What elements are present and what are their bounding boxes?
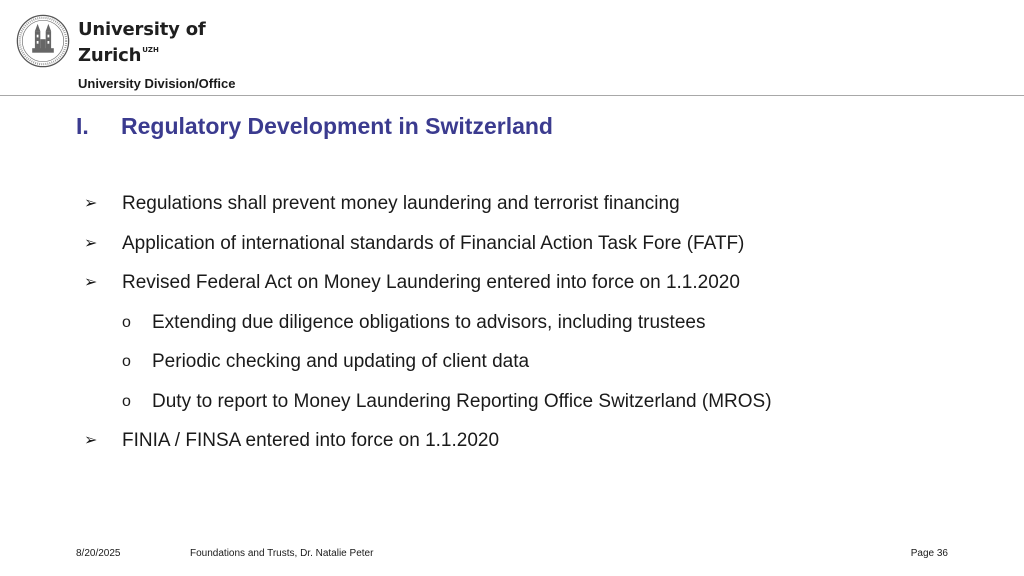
circle-bullet-icon: o (122, 353, 131, 370)
sub-bullet-item (0, 303, 1024, 343)
bullet-text: Regulations shall prevent money laundering and terrorist financing (122, 193, 680, 214)
slide-title-number: I. (76, 113, 89, 139)
arrow-bullet-icon: ➢ (84, 234, 98, 252)
footer-author: Foundations and Trusts, Dr. Natalie Peter (190, 548, 374, 559)
bullet-text: Revised Federal Act on Money Laundering entered into force on 1.1.2020 (122, 272, 740, 293)
circle-bullet-icon: o (122, 313, 131, 331)
footer-page-number: Page 36 (910, 548, 948, 559)
sub-bullet-text: Periodic checking and updating of client data (152, 351, 530, 372)
header-divider (0, 95, 1024, 96)
bullet-item (0, 421, 1024, 461)
university-wordmark (78, 20, 206, 66)
slide-title-text: Regulatory Development in Switzerland (121, 113, 553, 139)
wordmark-line-1: University of (78, 19, 206, 40)
arrow-bullet-icon: ➢ (84, 195, 98, 212)
sub-bullet-text: Duty to report to Money Laundering Reporting Office Switzerland (MROS) (152, 390, 772, 412)
bullet-item (0, 224, 1024, 264)
bullet-item (0, 263, 1024, 303)
sub-bullet-item (0, 342, 1024, 382)
arrow-bullet-icon: ➢ (84, 432, 98, 449)
university-seal-logo (16, 14, 70, 68)
slide-title (76, 113, 553, 140)
sub-bullet-item (0, 382, 1024, 422)
circle-bullet-icon: o (122, 392, 131, 410)
wordmark-superscript: UZH (142, 46, 159, 54)
bullet-text: Application of international standards of Financial Action Task Fore (FATF) (122, 232, 745, 254)
bullet-item (0, 184, 1024, 224)
bullet-list (0, 184, 1024, 461)
arrow-bullet-icon: ➢ (84, 274, 98, 291)
wordmark-line-2: Zurich (78, 45, 142, 66)
division-label: University Division/Office (78, 76, 236, 91)
bullet-text: FINIA / FINSA entered into force on 1.1.2020 (122, 430, 500, 451)
footer-date: 8/20/2025 (76, 548, 121, 559)
sub-bullet-text: Extending due diligence obligations to advisors, including trustees (152, 311, 706, 333)
